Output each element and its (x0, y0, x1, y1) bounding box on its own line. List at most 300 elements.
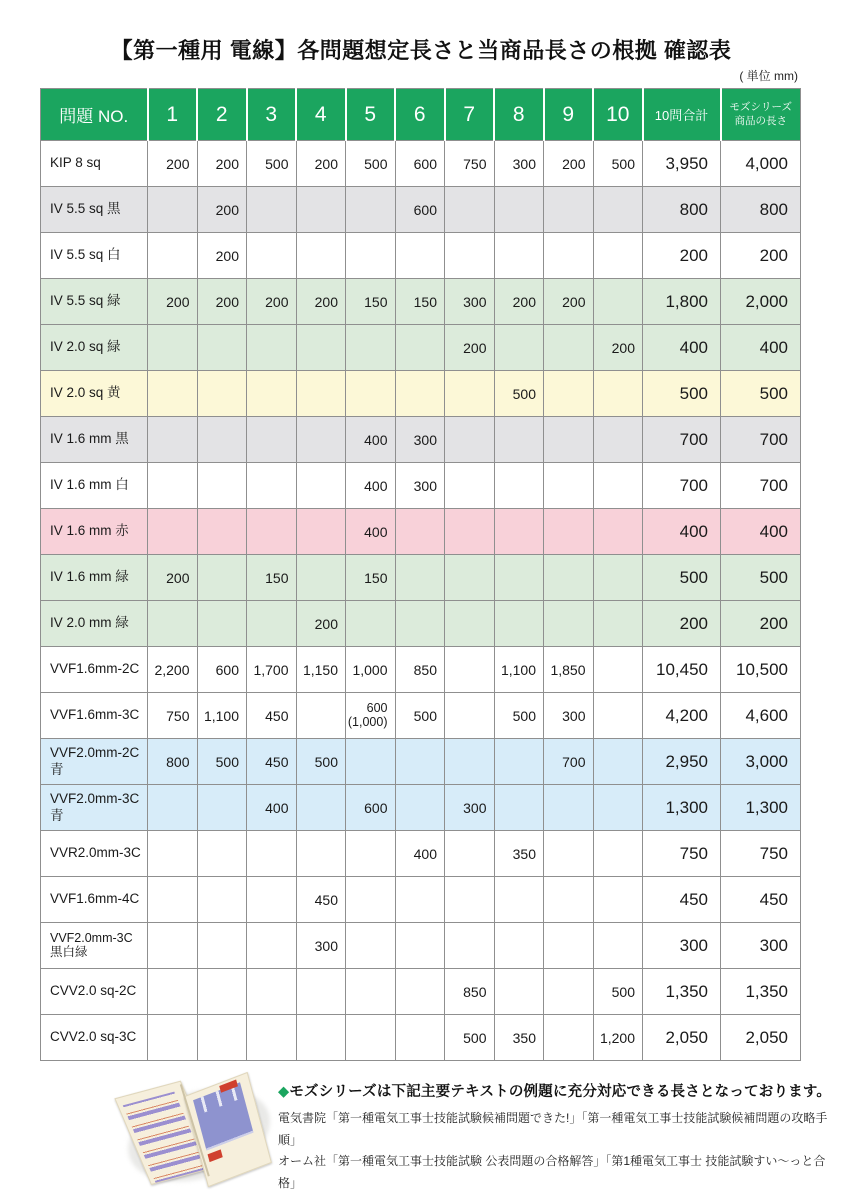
value-cell (445, 923, 495, 969)
value-cell (593, 279, 643, 325)
value-cell (494, 233, 544, 279)
value-cell (296, 187, 346, 233)
value-cell (148, 233, 198, 279)
value-cell: 400 (346, 417, 396, 463)
value-cell: 300 (445, 279, 495, 325)
value-cell: 500 (296, 739, 346, 785)
value-cell (593, 647, 643, 693)
col-header-q2: 2 (197, 89, 247, 141)
total-cell: 2,950 (643, 739, 721, 785)
page-title: 【第一種用 電線】各問題想定長さと当商品長さの根拠 確認表 (110, 38, 732, 63)
table-row (41, 555, 801, 601)
total-cell: 500 (643, 371, 721, 417)
col-header-q1: 1 (148, 89, 198, 141)
value-cell: 200 (197, 279, 247, 325)
value-cell (494, 187, 544, 233)
value-cell (544, 785, 594, 831)
value-cell (148, 1015, 198, 1061)
value-cell (544, 969, 594, 1015)
value-cell: 600 (197, 647, 247, 693)
product-length-cell: 700 (721, 463, 801, 509)
value-cell (395, 233, 445, 279)
value-cell (544, 233, 594, 279)
value-cell (395, 509, 445, 555)
value-cell: 2,200 (148, 647, 198, 693)
product-length-cell: 750 (721, 831, 801, 877)
value-cell: 1,100 (494, 647, 544, 693)
value-cell (593, 877, 643, 923)
textbook-photo (115, 1074, 286, 1191)
value-cell (593, 463, 643, 509)
table-row (41, 187, 801, 233)
col-header-q7: 7 (445, 89, 495, 141)
table-row (41, 693, 801, 739)
value-cell (197, 325, 247, 371)
value-cell (544, 509, 594, 555)
table-row (41, 509, 801, 555)
row-label: IV 5.5 sq 白 (41, 233, 148, 279)
value-cell (247, 463, 297, 509)
total-cell: 200 (643, 601, 721, 647)
product-length-cell: 10,500 (721, 647, 801, 693)
value-cell (247, 969, 297, 1015)
value-cell: 500 (197, 739, 247, 785)
value-cell (395, 923, 445, 969)
value-cell (445, 417, 495, 463)
value-cell: 300 (395, 463, 445, 509)
value-cell (593, 739, 643, 785)
value-cell (247, 877, 297, 923)
value-cell: 200 (544, 279, 594, 325)
table-row (41, 739, 801, 785)
product-length-cell: 4,600 (721, 693, 801, 739)
value-cell (395, 371, 445, 417)
value-cell: 200 (445, 325, 495, 371)
value-cell (197, 831, 247, 877)
value-cell (197, 1015, 247, 1061)
col-header-q5: 5 (346, 89, 396, 141)
table-row (41, 647, 801, 693)
value-cell (445, 555, 495, 601)
value-cell: 700 (544, 739, 594, 785)
col-header-total: 10問合計 (643, 89, 721, 141)
value-cell: 300 (296, 923, 346, 969)
value-cell (544, 325, 594, 371)
value-cell (247, 923, 297, 969)
table-row (41, 1015, 801, 1061)
value-cell: 400 (395, 831, 445, 877)
value-cell (494, 923, 544, 969)
footer-headline-text: モズシリーズは下記主要テキストの例題に充分対応できる長さとなっております。 (289, 1084, 832, 1100)
total-cell: 800 (643, 187, 721, 233)
value-cell (148, 969, 198, 1015)
total-cell: 10,450 (643, 647, 721, 693)
value-cell: 850 (395, 647, 445, 693)
value-cell (494, 601, 544, 647)
value-cell (445, 187, 495, 233)
value-cell: 350 (494, 831, 544, 877)
value-cell (148, 877, 198, 923)
value-cell: 500 (346, 141, 396, 187)
value-cell (544, 555, 594, 601)
value-cell (148, 509, 198, 555)
value-cell: 200 (247, 279, 297, 325)
value-cell (148, 371, 198, 417)
value-cell (494, 739, 544, 785)
value-cell (346, 877, 396, 923)
value-cell (296, 233, 346, 279)
value-cell (296, 831, 346, 877)
value-cell: 200 (296, 601, 346, 647)
value-cell (494, 325, 544, 371)
value-cell (593, 601, 643, 647)
value-cell: 850 (445, 969, 495, 1015)
value-cell: 1,150 (296, 647, 346, 693)
table-row (41, 417, 801, 463)
value-cell: 300 (445, 785, 495, 831)
table-row (41, 233, 801, 279)
value-cell (544, 187, 594, 233)
product-length-cell: 3,000 (721, 739, 801, 785)
row-label: CVV2.0 sq-3C (41, 1015, 148, 1061)
value-cell (445, 233, 495, 279)
table-header-row (41, 89, 801, 141)
value-cell (494, 785, 544, 831)
row-label: KIP 8 sq (41, 141, 148, 187)
value-cell: 150 (346, 279, 396, 325)
value-cell (445, 647, 495, 693)
product-length-cell: 1,350 (721, 969, 801, 1015)
value-cell (197, 601, 247, 647)
value-cell (296, 417, 346, 463)
value-cell: 200 (494, 279, 544, 325)
value-cell: 500 (445, 1015, 495, 1061)
value-cell: 400 (346, 509, 396, 555)
value-cell (494, 555, 544, 601)
value-cell (445, 877, 495, 923)
value-cell (544, 417, 594, 463)
col-header-q3: 3 (247, 89, 297, 141)
value-cell (445, 831, 495, 877)
value-cell: 150 (395, 279, 445, 325)
value-cell: 500 (395, 693, 445, 739)
value-cell: 600 (1,000) (346, 693, 396, 739)
total-cell: 400 (643, 325, 721, 371)
row-label: IV 1.6 mm 黒 (41, 417, 148, 463)
value-cell (346, 1015, 396, 1061)
value-cell (296, 1015, 346, 1061)
value-cell (197, 877, 247, 923)
value-cell (296, 555, 346, 601)
total-cell: 700 (643, 417, 721, 463)
value-cell (593, 693, 643, 739)
value-cell: 1,850 (544, 647, 594, 693)
value-cell: 500 (247, 141, 297, 187)
value-cell (544, 463, 594, 509)
value-cell (494, 463, 544, 509)
product-length-cell: 500 (721, 371, 801, 417)
value-cell: 600 (395, 187, 445, 233)
table-row (41, 877, 801, 923)
table-body (41, 141, 801, 1061)
product-length-cell: 1,300 (721, 785, 801, 831)
value-cell: 1,000 (346, 647, 396, 693)
value-cell (445, 371, 495, 417)
value-cell: 150 (346, 555, 396, 601)
value-cell (395, 785, 445, 831)
value-cell (247, 233, 297, 279)
value-cell (247, 601, 297, 647)
total-cell: 750 (643, 831, 721, 877)
value-cell: 300 (395, 417, 445, 463)
table-row (41, 141, 801, 187)
value-cell (593, 417, 643, 463)
value-cell (296, 371, 346, 417)
value-cell: 200 (197, 187, 247, 233)
unit-label: ( 単位 mm) (739, 69, 798, 83)
row-label: VVR2.0mm-3C (41, 831, 148, 877)
value-cell: 200 (197, 141, 247, 187)
value-cell: 350 (494, 1015, 544, 1061)
value-cell: 1,200 (593, 1015, 643, 1061)
value-cell: 200 (296, 141, 346, 187)
value-cell (395, 325, 445, 371)
value-cell: 500 (593, 969, 643, 1015)
value-cell (197, 555, 247, 601)
value-cell (593, 555, 643, 601)
value-cell (346, 739, 396, 785)
product-length-cell: 300 (721, 923, 801, 969)
value-cell (494, 877, 544, 923)
book-diagram-panel (193, 1082, 253, 1150)
value-cell: 450 (296, 877, 346, 923)
value-cell (247, 509, 297, 555)
value-cell: 1,700 (247, 647, 297, 693)
col-header-question-no: 問題 NO. (41, 89, 148, 141)
table-row (41, 831, 801, 877)
value-cell: 450 (247, 693, 297, 739)
product-length-cell: 200 (721, 601, 801, 647)
value-cell (197, 923, 247, 969)
value-cell: 300 (544, 693, 594, 739)
value-cell: 200 (296, 279, 346, 325)
book-red-box (208, 1149, 223, 1162)
value-cell (395, 1015, 445, 1061)
total-cell: 500 (643, 555, 721, 601)
value-cell (346, 831, 396, 877)
value-cell (148, 325, 198, 371)
reference-line: オーム社「第一種電気工事士技能試験 公表問題の合格解答」「第1種電気工事士 技能試験すい〜っと合格」 (278, 1154, 826, 1190)
value-cell (395, 601, 445, 647)
value-cell: 400 (247, 785, 297, 831)
value-cell (494, 417, 544, 463)
product-length-cell: 2,000 (721, 279, 801, 325)
value-cell: 450 (247, 739, 297, 785)
value-cell (148, 417, 198, 463)
value-cell (395, 739, 445, 785)
value-cell (296, 785, 346, 831)
value-cell (197, 509, 247, 555)
diamond-icon: ◆ (278, 1084, 290, 1100)
value-cell (593, 509, 643, 555)
col-header-q9: 9 (544, 89, 594, 141)
product-length-cell: 400 (721, 325, 801, 371)
row-label: CVV2.0 sq-2C (41, 969, 148, 1015)
row-label: VVF1.6mm-3C (41, 693, 148, 739)
value-cell (148, 463, 198, 509)
footer-headline (278, 1080, 838, 1101)
table-row (41, 463, 801, 509)
value-cell (593, 923, 643, 969)
product-length-cell: 2,050 (721, 1015, 801, 1061)
row-label: VVF2.0mm-3C 青 (41, 785, 148, 831)
row-label: IV 1.6 mm 白 (41, 463, 148, 509)
value-cell (544, 1015, 594, 1061)
col-header-q8: 8 (494, 89, 544, 141)
value-cell (148, 601, 198, 647)
value-cell: 400 (346, 463, 396, 509)
value-cell (544, 923, 594, 969)
total-cell: 1,800 (643, 279, 721, 325)
row-label: VVF2.0mm-2C 青 (41, 739, 148, 785)
total-cell: 3,950 (643, 141, 721, 187)
value-cell (247, 417, 297, 463)
value-cell (296, 463, 346, 509)
product-length-cell: 200 (721, 233, 801, 279)
total-cell: 300 (643, 923, 721, 969)
value-cell (395, 877, 445, 923)
value-cell: 200 (544, 141, 594, 187)
value-cell (148, 923, 198, 969)
row-label: IV 1.6 mm 赤 (41, 509, 148, 555)
row-label: IV 5.5 sq 黒 (41, 187, 148, 233)
value-cell (346, 371, 396, 417)
table-row (41, 923, 801, 969)
value-cell (296, 693, 346, 739)
value-cell (346, 233, 396, 279)
value-cell (197, 785, 247, 831)
row-label: IV 2.0 sq 黄 (41, 371, 148, 417)
value-cell (247, 325, 297, 371)
total-cell: 400 (643, 509, 721, 555)
table-row (41, 785, 801, 831)
value-cell: 800 (148, 739, 198, 785)
row-label: IV 2.0 mm 緑 (41, 601, 148, 647)
value-cell (346, 601, 396, 647)
value-cell (197, 463, 247, 509)
value-cell: 300 (494, 141, 544, 187)
product-length-cell: 4,000 (721, 141, 801, 187)
value-cell (593, 371, 643, 417)
product-length-cell: 700 (721, 417, 801, 463)
total-cell: 1,350 (643, 969, 721, 1015)
row-label: VVF2.0mm-3C 黒白緑 (41, 923, 148, 969)
value-cell (593, 785, 643, 831)
value-cell: 500 (593, 141, 643, 187)
value-cell (148, 187, 198, 233)
value-cell (494, 509, 544, 555)
table-row (41, 279, 801, 325)
value-cell (247, 1015, 297, 1061)
value-cell (247, 187, 297, 233)
reference-line: 電気書院「第一種電気工事士技能試験候補問題できた!」「第一種電気工事士技能試験候補問題の攻略手順」 (278, 1111, 828, 1147)
value-cell: 500 (494, 371, 544, 417)
col-header-q6: 6 (395, 89, 445, 141)
row-label: IV 1.6 mm 緑 (41, 555, 148, 601)
value-cell: 150 (247, 555, 297, 601)
value-cell: 600 (346, 785, 396, 831)
value-cell (445, 463, 495, 509)
value-cell (494, 969, 544, 1015)
value-cell (197, 969, 247, 1015)
col-header-product-length: モズシリーズ 商品の長さ (721, 89, 801, 141)
row-label: VVF1.6mm-2C (41, 647, 148, 693)
value-cell: 750 (148, 693, 198, 739)
value-cell (544, 877, 594, 923)
product-length-cell: 800 (721, 187, 801, 233)
value-cell: 1,100 (197, 693, 247, 739)
length-table (40, 88, 801, 1061)
value-cell (445, 739, 495, 785)
value-cell (544, 601, 594, 647)
value-cell (445, 601, 495, 647)
value-cell (346, 325, 396, 371)
table-row (41, 601, 801, 647)
value-cell: 200 (148, 555, 198, 601)
row-label: VVF1.6mm-4C (41, 877, 148, 923)
value-cell (296, 325, 346, 371)
total-cell: 700 (643, 463, 721, 509)
value-cell (296, 969, 346, 1015)
table-row (41, 371, 801, 417)
total-cell: 2,050 (643, 1015, 721, 1061)
value-cell: 200 (197, 233, 247, 279)
table-row (41, 325, 801, 371)
value-cell (593, 187, 643, 233)
value-cell: 200 (148, 279, 198, 325)
value-cell (296, 509, 346, 555)
total-cell: 4,200 (643, 693, 721, 739)
value-cell (148, 831, 198, 877)
footer-references (278, 1108, 838, 1191)
value-cell (445, 509, 495, 555)
value-cell (197, 371, 247, 417)
col-header-q4: 4 (296, 89, 346, 141)
value-cell (593, 233, 643, 279)
product-length-cell: 450 (721, 877, 801, 923)
product-length-cell: 500 (721, 555, 801, 601)
total-cell: 450 (643, 877, 721, 923)
value-cell: 200 (593, 325, 643, 371)
value-cell: 750 (445, 141, 495, 187)
row-label: IV 2.0 sq 緑 (41, 325, 148, 371)
row-label: IV 5.5 sq 緑 (41, 279, 148, 325)
value-cell (346, 923, 396, 969)
value-cell (395, 555, 445, 601)
col-header-q10: 10 (593, 89, 643, 141)
table-row (41, 969, 801, 1015)
value-cell (445, 693, 495, 739)
value-cell (593, 831, 643, 877)
value-cell (148, 785, 198, 831)
total-cell: 1,300 (643, 785, 721, 831)
value-cell (247, 371, 297, 417)
total-cell: 200 (643, 233, 721, 279)
value-cell: 200 (148, 141, 198, 187)
value-cell (247, 831, 297, 877)
value-cell (197, 417, 247, 463)
value-cell (346, 187, 396, 233)
